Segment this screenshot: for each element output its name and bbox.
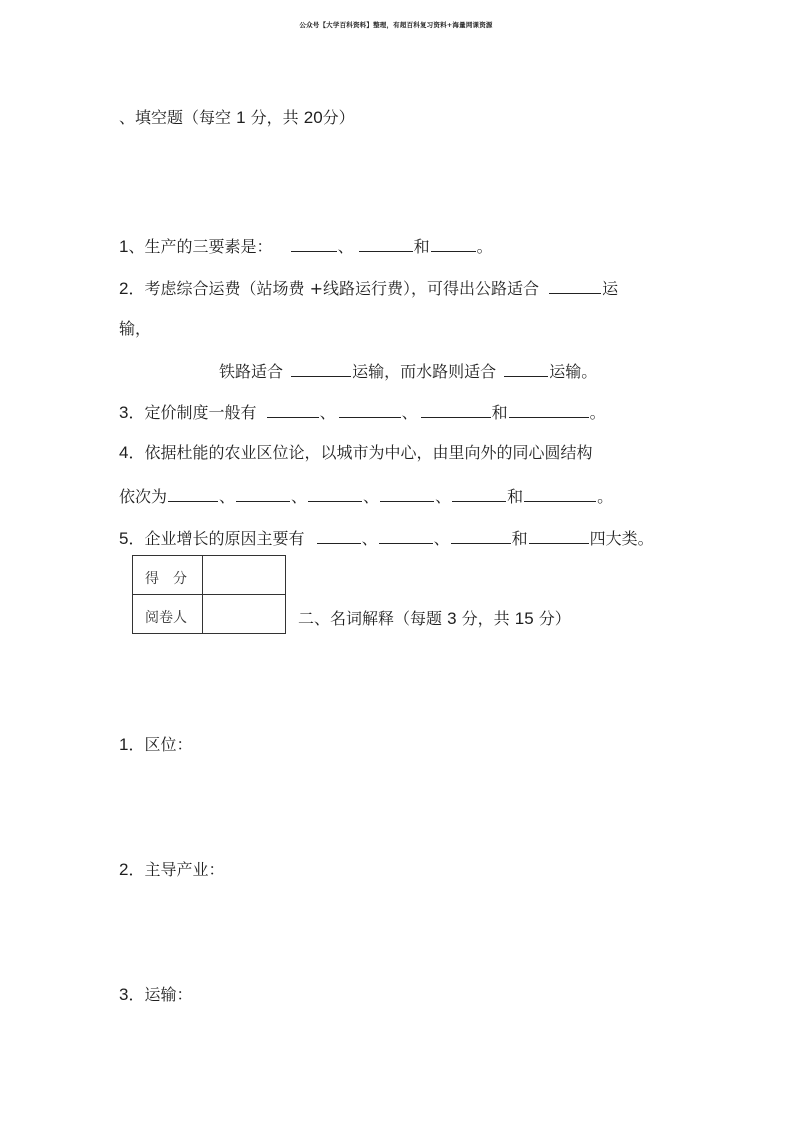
question-1: 1、生产的三要素是： 、 和 。	[119, 237, 493, 256]
answer-blank[interactable]	[380, 485, 434, 502]
answer-blank[interactable]	[451, 527, 511, 544]
answer-blank[interactable]	[379, 527, 433, 544]
question-4-line2: 依次为 、 、 、 、 和 。	[119, 487, 614, 506]
answer-blank[interactable]	[452, 485, 506, 502]
question-2: 2．考虑综合运费（站场费 +线路运行费），可得出公路适合 运	[119, 279, 619, 298]
score-row	[133, 556, 286, 595]
answer-blank[interactable]	[267, 401, 319, 418]
term-3: 3．运输：	[119, 985, 193, 1004]
reviewer-label: 阅卷人	[133, 595, 203, 634]
score-label: 得 分	[133, 556, 203, 595]
question-3: 3．定价制度一般有 、 、 和 。	[119, 403, 606, 422]
answer-blank[interactable]	[236, 485, 290, 502]
answer-blank[interactable]	[431, 235, 476, 252]
answer-blank[interactable]	[339, 401, 401, 418]
answer-blank[interactable]	[549, 277, 601, 294]
question-2-line3: 铁路适合 运输，而水路则适合 运输。	[219, 362, 598, 381]
answer-blank[interactable]	[291, 360, 351, 377]
reviewer-value-cell[interactable]	[203, 595, 286, 634]
question-5: 5．企业增长的原因主要有 、 、 和 四大类。	[119, 529, 654, 548]
answer-blank[interactable]	[504, 360, 548, 377]
question-2-line2: 输，	[119, 319, 152, 338]
answer-blank[interactable]	[291, 235, 337, 252]
answer-blank[interactable]	[524, 485, 596, 502]
answer-blank[interactable]	[529, 527, 589, 544]
reviewer-row	[133, 595, 286, 634]
score-value-cell[interactable]	[203, 556, 286, 595]
answer-blank[interactable]	[509, 401, 589, 418]
section1-title: 、填空题（每空 1 分，共 20分）	[119, 108, 355, 127]
answer-blank[interactable]	[308, 485, 362, 502]
score-table	[132, 555, 286, 634]
answer-blank[interactable]	[421, 401, 491, 418]
watermark-header: 公众号【大学百科资料】整理，有超百科复习资料+海量网课资源	[299, 21, 493, 29]
answer-blank[interactable]	[317, 527, 361, 544]
term-2: 2．主导产业：	[119, 860, 225, 879]
answer-blank[interactable]	[168, 485, 218, 502]
section2-title: 二、名词解释（每题 3 分，共 15 分）	[298, 609, 571, 628]
question-4: 4．依据杜能的农业区位论，以城市为中心，由里向外的同心圆结构	[119, 443, 593, 462]
term-1: 1．区位：	[119, 735, 193, 754]
answer-blank[interactable]	[359, 235, 413, 252]
